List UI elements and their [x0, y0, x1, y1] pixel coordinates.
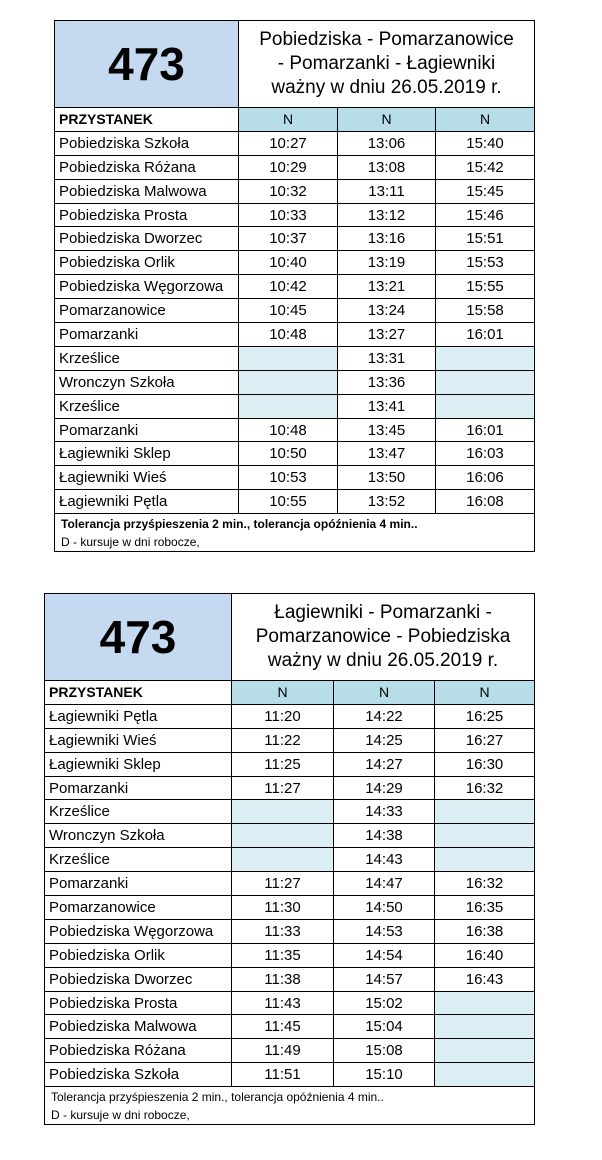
- empty-time-cell: [232, 848, 334, 872]
- stop-name: Wronczyn Szkoła: [45, 824, 232, 848]
- departure-time: 14:57: [334, 967, 435, 991]
- empty-time-cell: [239, 394, 338, 418]
- table-row: [55, 227, 535, 251]
- timetable-outbound: [54, 20, 535, 552]
- table-row: [45, 824, 535, 848]
- stop-name: Pobiedziska Węgorzowa: [45, 919, 232, 943]
- departure-time: 16:40: [435, 943, 535, 967]
- departure-time: 10:40: [239, 251, 338, 275]
- departure-time: 11:22: [232, 728, 334, 752]
- timetable-header-row: [55, 21, 535, 108]
- route-title: [239, 21, 535, 108]
- departure-time: 15:40: [436, 131, 535, 155]
- stop-name: Pobiedziska Różana: [45, 1039, 232, 1063]
- departure-time: 14:43: [334, 848, 435, 872]
- departure-time: 11:45: [232, 1015, 334, 1039]
- stop-name: Pobiedziska Prosta: [55, 203, 239, 227]
- table-row: [45, 752, 535, 776]
- stop-column-header: PRZYSTANEK: [45, 681, 232, 705]
- stop-name: Krześlice: [45, 848, 232, 872]
- table-row: [55, 394, 535, 418]
- empty-time-cell: [435, 1063, 535, 1087]
- table-row: [55, 203, 535, 227]
- table-row: [45, 967, 535, 991]
- departure-time: 11:43: [232, 991, 334, 1015]
- departure-time: 11:35: [232, 943, 334, 967]
- route-title-line: Pobiedziska - Pomarzanowice: [259, 29, 514, 50]
- departure-time: 15:55: [436, 275, 535, 299]
- departure-time: 10:32: [239, 179, 338, 203]
- departure-time: 13:21: [338, 275, 436, 299]
- departure-time: 16:43: [435, 967, 535, 991]
- departure-time: 10:42: [239, 275, 338, 299]
- empty-time-cell: [435, 991, 535, 1015]
- stop-name: Pobiedziska Szkoła: [55, 131, 239, 155]
- table-row: [45, 872, 535, 896]
- table-row: [45, 776, 535, 800]
- day-code: N: [436, 108, 535, 132]
- table-row: [45, 896, 535, 920]
- day-code: N: [334, 681, 435, 705]
- departure-time: 10:53: [239, 466, 338, 490]
- stop-name: Wronczyn Szkoła: [55, 370, 239, 394]
- departure-time: 10:29: [239, 155, 338, 179]
- table-row: [55, 490, 535, 514]
- route-title-line: - Pomarzanki - Łagiewniki: [277, 53, 496, 74]
- departure-time: 11:25: [232, 752, 334, 776]
- stop-name: Pobiedziska Orlik: [45, 943, 232, 967]
- stop-name: Pomarzanki: [45, 776, 232, 800]
- departure-time: 13:24: [338, 299, 436, 323]
- route-number: 473: [55, 21, 239, 108]
- departure-time: 15:42: [436, 155, 535, 179]
- empty-time-cell: [435, 824, 535, 848]
- timetable-return: [44, 593, 535, 1125]
- departure-time: 14:25: [334, 728, 435, 752]
- table-row: [55, 323, 535, 347]
- notes-row: [55, 533, 535, 552]
- empty-time-cell: [435, 1039, 535, 1063]
- stop-name: Pomarzanki: [55, 418, 239, 442]
- tolerance-note: Tolerancja przyśpieszenia 2 min., tolerancja opóźnienia 4 min..: [45, 1087, 535, 1107]
- stop-name: Pomarzanowice: [45, 896, 232, 920]
- route-title: [232, 594, 535, 681]
- departure-time: 10:27: [239, 131, 338, 155]
- stop-name: Łagiewniki Pętla: [55, 490, 239, 514]
- departure-time: 15:02: [334, 991, 435, 1015]
- table-row: [55, 442, 535, 466]
- day-code: N: [239, 108, 338, 132]
- empty-time-cell: [239, 346, 338, 370]
- table-row: [55, 179, 535, 203]
- stop-name: Pomarzanki: [45, 872, 232, 896]
- empty-time-cell: [239, 370, 338, 394]
- departure-time: 11:33: [232, 919, 334, 943]
- empty-time-cell: [436, 394, 535, 418]
- departure-time: 14:53: [334, 919, 435, 943]
- departure-time: 16:08: [436, 490, 535, 514]
- departure-time: 10:50: [239, 442, 338, 466]
- departure-time: 15:58: [436, 299, 535, 323]
- day-code: N: [435, 681, 535, 705]
- departure-time: 14:54: [334, 943, 435, 967]
- empty-time-cell: [436, 346, 535, 370]
- day-code: N: [338, 108, 436, 132]
- departure-time: 14:47: [334, 872, 435, 896]
- departure-time: 13:45: [338, 418, 436, 442]
- table-row: [55, 131, 535, 155]
- stop-name: Łagiewniki Wieś: [45, 728, 232, 752]
- stop-name: Pobiedziska Dworzec: [55, 227, 239, 251]
- departure-time: 16:25: [435, 704, 535, 728]
- table-row: [45, 704, 535, 728]
- departure-time: 13:31: [338, 346, 436, 370]
- departure-time: 13:08: [338, 155, 436, 179]
- departure-time: 16:01: [436, 323, 535, 347]
- legend-note: D - kursuje w dni robocze,: [45, 1106, 535, 1125]
- table-row: [45, 919, 535, 943]
- stop-name: Łagiewniki Wieś: [55, 466, 239, 490]
- table-row: [45, 1015, 535, 1039]
- departure-time: 10:48: [239, 418, 338, 442]
- departure-time: 15:08: [334, 1039, 435, 1063]
- stop-name: Pobiedziska Prosta: [45, 991, 232, 1015]
- departure-time: 16:01: [436, 418, 535, 442]
- departure-time: 13:27: [338, 323, 436, 347]
- table-row: [45, 848, 535, 872]
- legend-note: D - kursuje w dni robocze,: [55, 533, 535, 552]
- departure-time: 16:27: [435, 728, 535, 752]
- stop-name: Krześlice: [55, 394, 239, 418]
- table-row: [45, 943, 535, 967]
- route-title-line: Łagiewniki - Pomarzanki -: [274, 602, 492, 623]
- departure-time: 13:36: [338, 370, 436, 394]
- empty-time-cell: [435, 1015, 535, 1039]
- table-row: [55, 370, 535, 394]
- departure-time: 11:27: [232, 872, 334, 896]
- departure-time: 11:27: [232, 776, 334, 800]
- table-row: [55, 466, 535, 490]
- day-code: N: [232, 681, 334, 705]
- departure-time: 16:03: [436, 442, 535, 466]
- departure-time: 16:06: [436, 466, 535, 490]
- validity-date: ważny w dniu 26.05.2019 r.: [271, 77, 502, 98]
- tolerance-note: Tolerancja przyśpieszenia 2 min., tolerancja opóźnienia 4 min..: [55, 514, 535, 534]
- table-row: [45, 800, 535, 824]
- validity-date: ważny w dniu 26.05.2019 r.: [267, 650, 499, 671]
- timetable-header-row: [45, 594, 535, 681]
- column-header-row: [55, 108, 535, 132]
- departure-time: 10:37: [239, 227, 338, 251]
- notes-row: [55, 514, 535, 534]
- departure-time: 13:16: [338, 227, 436, 251]
- departure-time: 13:12: [338, 203, 436, 227]
- timetable-rows: [55, 131, 535, 513]
- departure-time: 13:47: [338, 442, 436, 466]
- stop-name: Pobiedziska Malwowa: [55, 179, 239, 203]
- table-row: [45, 991, 535, 1015]
- table-row: [45, 1039, 535, 1063]
- departure-time: 16:30: [435, 752, 535, 776]
- departure-time: 10:33: [239, 203, 338, 227]
- departure-time: 11:30: [232, 896, 334, 920]
- departure-time: 15:46: [436, 203, 535, 227]
- stop-name: Pobiedziska Orlik: [55, 251, 239, 275]
- stop-name: Pomarzanki: [55, 323, 239, 347]
- stop-name: Pobiedziska Różana: [55, 155, 239, 179]
- notes-row: [45, 1087, 535, 1107]
- departure-time: 13:41: [338, 394, 436, 418]
- departure-time: 15:10: [334, 1063, 435, 1087]
- departure-time: 15:53: [436, 251, 535, 275]
- departure-time: 11:51: [232, 1063, 334, 1087]
- table-row: [55, 346, 535, 370]
- departure-time: 15:45: [436, 179, 535, 203]
- departure-time: 13:06: [338, 131, 436, 155]
- departure-time: 15:04: [334, 1015, 435, 1039]
- route-number: 473: [45, 594, 232, 681]
- table-row: [55, 251, 535, 275]
- departure-time: 10:45: [239, 299, 338, 323]
- stop-name: Łagiewniki Sklep: [55, 442, 239, 466]
- departure-time: 14:27: [334, 752, 435, 776]
- stop-name: Pobiedziska Malwowa: [45, 1015, 232, 1039]
- departure-time: 14:50: [334, 896, 435, 920]
- empty-time-cell: [436, 370, 535, 394]
- stop-name: Krześlice: [55, 346, 239, 370]
- stop-name: Pobiedziska Szkoła: [45, 1063, 232, 1087]
- departure-time: 11:49: [232, 1039, 334, 1063]
- departure-time: 14:33: [334, 800, 435, 824]
- empty-time-cell: [435, 800, 535, 824]
- table-row: [55, 275, 535, 299]
- timetable-rows: [45, 704, 535, 1086]
- stop-name: Łagiewniki Pętla: [45, 704, 232, 728]
- departure-time: 11:38: [232, 967, 334, 991]
- route-title-line: Pomarzanowice - Pobiedziska: [255, 626, 511, 647]
- departure-time: 16:38: [435, 919, 535, 943]
- stop-name: Pobiedziska Dworzec: [45, 967, 232, 991]
- departure-time: 16:35: [435, 896, 535, 920]
- departure-time: 11:20: [232, 704, 334, 728]
- departure-time: 14:29: [334, 776, 435, 800]
- departure-time: 10:55: [239, 490, 338, 514]
- stop-name: Krześlice: [45, 800, 232, 824]
- table-row: [55, 155, 535, 179]
- empty-time-cell: [232, 824, 334, 848]
- table-row: [45, 728, 535, 752]
- departure-time: 10:48: [239, 323, 338, 347]
- notes-row: [45, 1106, 535, 1125]
- table-row: [55, 299, 535, 323]
- departure-time: 13:52: [338, 490, 436, 514]
- empty-time-cell: [232, 800, 334, 824]
- table-row: [45, 1063, 535, 1087]
- stop-name: Pobiedziska Węgorzowa: [55, 275, 239, 299]
- departure-time: 16:32: [435, 872, 535, 896]
- departure-time: 15:51: [436, 227, 535, 251]
- column-header-row: [45, 681, 535, 705]
- departure-time: 13:11: [338, 179, 436, 203]
- departure-time: 13:50: [338, 466, 436, 490]
- empty-time-cell: [435, 848, 535, 872]
- departure-time: 14:38: [334, 824, 435, 848]
- stop-column-header: PRZYSTANEK: [55, 108, 239, 132]
- departure-time: 14:22: [334, 704, 435, 728]
- stop-name: Łagiewniki Sklep: [45, 752, 232, 776]
- stop-name: Pomarzanowice: [55, 299, 239, 323]
- departure-time: 16:32: [435, 776, 535, 800]
- table-row: [55, 418, 535, 442]
- departure-time: 13:19: [338, 251, 436, 275]
